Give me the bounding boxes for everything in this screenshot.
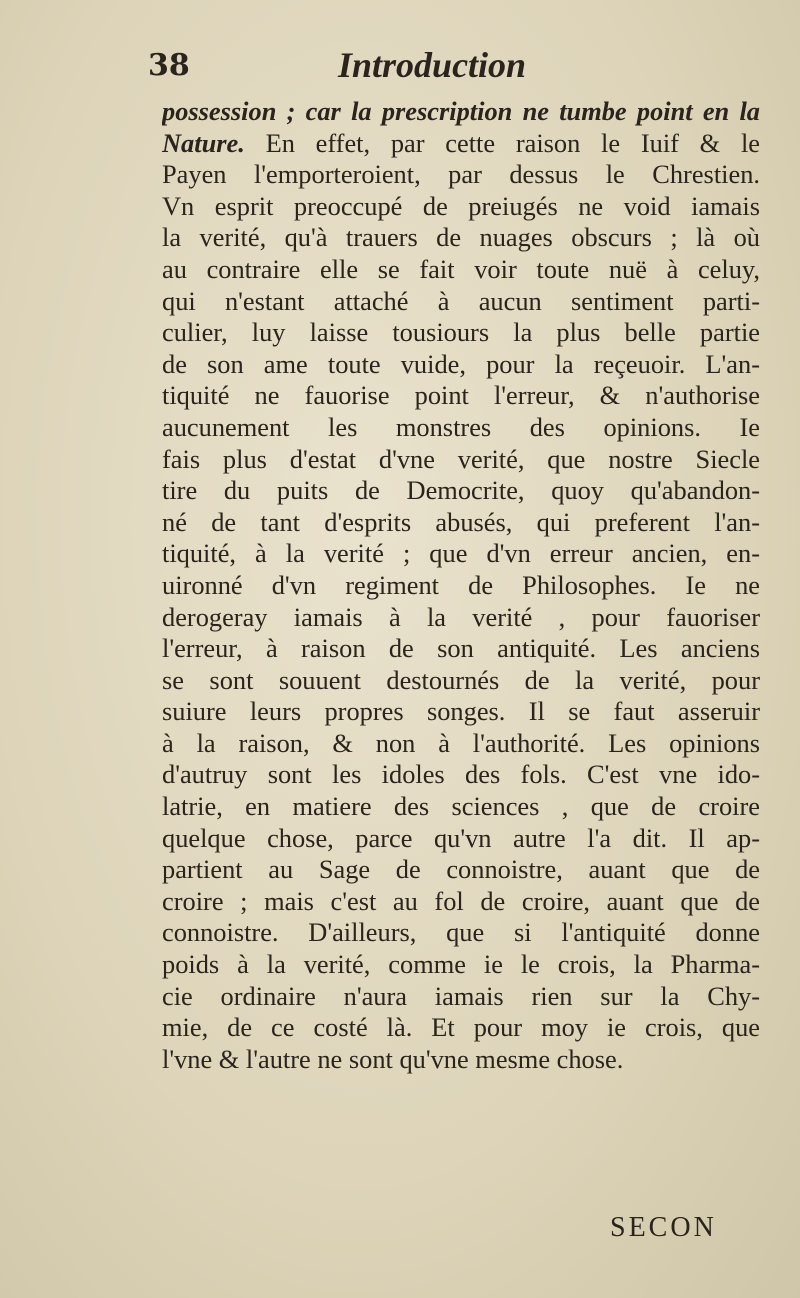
text-line: quelque chose, parce qu'vn autre l'a dit. Il ap- (162, 822, 760, 853)
text-line: se sont souuent destournés de la verité, pour (162, 664, 760, 695)
text-line: la verité, qu'à trauers de nuages obscurs ; là où (162, 222, 760, 253)
text-line: Nature. En effet, par cette raison le Iuif & le (162, 127, 760, 158)
page-number: 38 (148, 48, 190, 83)
italic-text: possession ; car la prescription ne tumbe point en la (162, 96, 760, 126)
text-line: uironné d'vn regiment de Philosophes. Ie ne (162, 569, 760, 600)
running-title: Introduction (338, 45, 527, 85)
text-line: de son ame toute vuide, pour la reçeuoir. L'an- (162, 348, 760, 379)
text-line: qui n'estant attaché à aucun sentiment parti- (162, 285, 760, 316)
text-line: derogeray iamais à la verité , pour fauoriser (162, 601, 760, 632)
text-line: à la raison, & non à l'authorité. Les opinions (162, 727, 760, 758)
text-line: connoistre. D'ailleurs, que si l'antiquité donne (162, 917, 760, 948)
text-line: tiquité, à la verité ; que d'vn erreur ancien, en- (162, 538, 760, 569)
text-line: suiure leurs propres songes. Il se faut asseruir (162, 696, 760, 727)
text-line: Vn esprit preoccupé de preiugés ne void iamais (162, 190, 760, 221)
running-head (148, 42, 568, 92)
text-line: mie, de ce costé là. Et pour moy ie crois, que (162, 1012, 760, 1043)
text-line (162, 96, 760, 128)
text-line: l'erreur, à raison de son antiquité. Les anciens (162, 633, 760, 664)
text-line: latrie, en matiere des sciences , que de croire (162, 791, 760, 822)
text-line: d'autruy sont les idoles des fols. C'est vne ido- (162, 759, 760, 790)
text-line: poids à la verité, comme ie le crois, la Pharma- (162, 949, 760, 980)
text-line: croire ; mais c'est au fol de croire, auant que de (162, 885, 760, 916)
text-line: aucunement les monstres des opinions. Ie (162, 411, 760, 442)
text-line: né de tant d'esprits abusés, qui preferent l'an- (162, 506, 760, 537)
catchword: SECON (610, 1212, 717, 1243)
text-line: au contraire elle se fait voir toute nuë à celuy, (162, 253, 760, 284)
text-line: cie ordinaire n'aura iamais rien sur la Chy- (162, 980, 760, 1011)
text-line: tire du puits de Democrite, quoy qu'abandon- (162, 475, 760, 506)
text-line: culier, luy laisse tousiours la plus belle partie (162, 317, 760, 348)
italic-text: Nature. (162, 127, 245, 158)
text-line: Payen l'emporteroient, par dessus le Chrestien. (162, 159, 760, 190)
text-line: fais plus d'estat d'vne verité, que nostre Siecle (162, 443, 760, 474)
body-text (162, 96, 760, 1075)
text-line: tiquité ne fauorise point l'erreur, & n'authorise (162, 380, 760, 411)
text-line: partient au Sage de connoistre, auant que de (162, 854, 760, 885)
text-line: l'vne & l'autre ne sont qu'vne mesme chose. (162, 1043, 624, 1074)
